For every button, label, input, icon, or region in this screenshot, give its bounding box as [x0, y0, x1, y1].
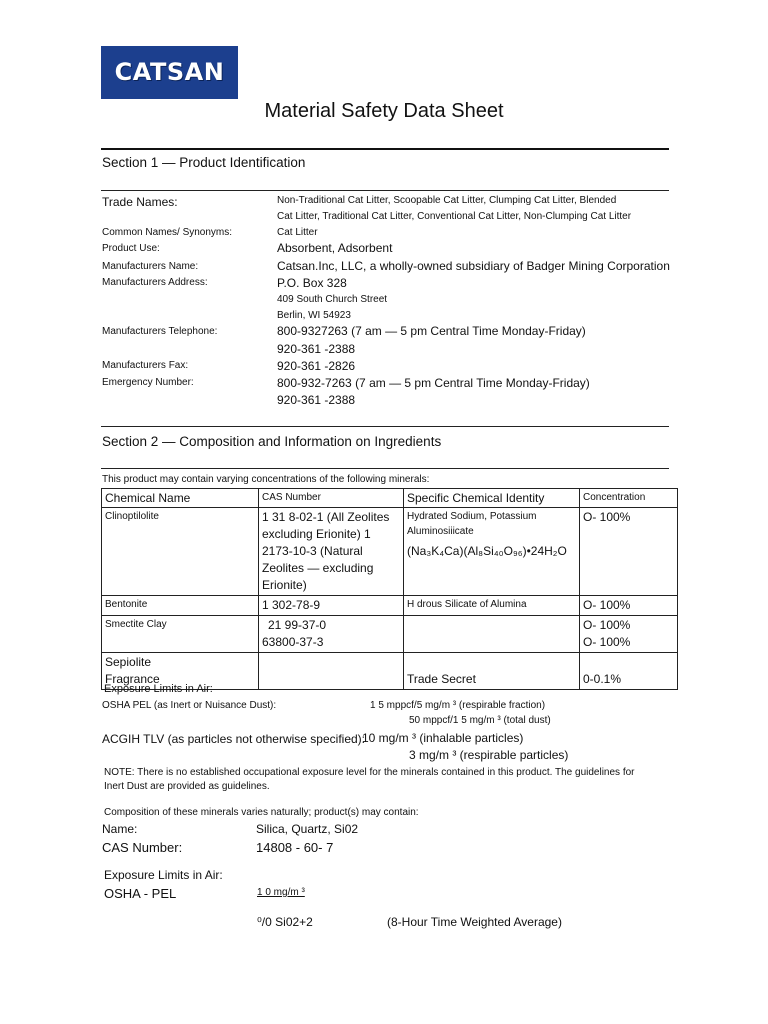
catsan-logo — [101, 46, 238, 99]
silica-formula: ⁰/0 Si02+2 — [257, 915, 313, 929]
emergency-line-2: 920-361 -2388 — [277, 393, 356, 407]
trade-names-label: Trade Names: — [102, 195, 178, 209]
fragrance-concentration: 0-0.1% — [583, 672, 622, 686]
twa-note: (8-Hour Time Weighted Average) — [387, 915, 562, 929]
acgih-value-line1: 10 mg/m ³ (inhalable particles) — [362, 731, 524, 745]
emergency-label: Emergency Number: — [102, 377, 194, 388]
composition-note: Composition of these minerals varies naturally; product(s) may contain: — [104, 807, 419, 818]
address-line-1: P.O. Box 328 — [277, 276, 347, 290]
section-1-top-rule — [101, 148, 669, 150]
fragrance-name: Fragrance — [105, 672, 160, 686]
address-line-3: Berlin, WI 54923 — [277, 310, 351, 321]
table-row — [102, 596, 678, 616]
silica-cas-label: CAS Number: — [102, 840, 183, 855]
common-names-value: Cat Litter — [277, 227, 318, 238]
product-use-label: Product Use: — [102, 243, 160, 254]
note-line-1: NOTE: There is no established occupational exposure level for the minerals contained in this product. The guidelines for — [104, 767, 635, 778]
exposure-limits-heading: Exposure Limits in Air: — [104, 683, 213, 695]
address-line-2: 409 South Church Street — [277, 294, 388, 305]
silica-cas-value: 14808 - 60- 7 — [256, 840, 334, 855]
smectite-cas-line1: 21 99-37-0 — [268, 618, 327, 632]
header-concentration: Concentration — [580, 489, 678, 508]
clinoptilolite-concentration: O- 100% — [583, 510, 631, 524]
page-title: Material Safety Data Sheet — [264, 100, 504, 122]
bentonite-name: Bentonite — [105, 599, 148, 610]
fax-label: Manufacturers Fax: — [102, 360, 189, 371]
section-1-bottom-rule — [101, 190, 669, 191]
composition-table — [101, 488, 678, 690]
fragrance-identity: Trade Secret — [407, 672, 476, 686]
clinoptilolite-cas-line3: 2173-10-3 (Natural — [262, 544, 363, 558]
osha-pel-2-label: OSHA - PEL — [104, 886, 177, 901]
osha-pel-2-value: 1 0 mg/m ³ — [257, 887, 305, 898]
header-specific-identity: Specific Chemical Identity — [404, 489, 580, 508]
smectite-name: Smectite Clay — [105, 619, 167, 630]
section-2-heading: Section 2 — Composition and Information on Ingredients — [102, 434, 442, 449]
bentonite-cas: 1 302-78-9 — [262, 598, 321, 612]
section-2-bottom-rule — [101, 468, 669, 469]
clinoptilolite-cas-line1: 1 31 8-02-1 (All Zeolites — [262, 510, 390, 524]
clinoptilolite-cas-line4: Zeolites — excluding — [262, 561, 374, 575]
osha-pel-value-line1: 1 5 mppcf/5 mg/m ³ (respirable fraction) — [370, 700, 546, 711]
telephone-line-2: 920-361 -2388 — [277, 342, 356, 356]
telephone-label: Manufacturers Telephone: — [102, 326, 218, 337]
section-1-heading: Section 1 — Product Identification — [102, 155, 306, 170]
section-2-top-rule — [101, 426, 669, 427]
bentonite-concentration: O- 100% — [583, 598, 631, 612]
logo-text: CATSAN — [114, 58, 225, 86]
manufacturer-name-label: Manufacturers Name: — [102, 261, 199, 272]
clinoptilolite-identity-line1: Hydrated Sodium, Potassium — [407, 511, 537, 522]
acgih-label: ACGIH TLV (as particles not otherwise specified): — [102, 732, 365, 746]
smectite-concentration-line1: O- 100% — [583, 618, 631, 632]
silica-name-value: Silica, Quartz, Si02 — [256, 822, 359, 836]
common-names-label: Common Names/ Synonyms: — [102, 227, 233, 238]
silica-name-label: Name: — [102, 822, 138, 836]
manufacturer-name-value: Catsan.Inc, LLC, a wholly-owned subsidiary of Badger Mining Corporation — [277, 259, 670, 273]
clinoptilolite-cas-line5: Erionite) — [262, 578, 307, 592]
header-cas-number: CAS Number — [259, 489, 404, 508]
fax-value: 920-361 -2826 — [277, 359, 356, 373]
clinoptilolite-name: Clinoptilolite — [105, 511, 159, 522]
header-chemical-name: Chemical Name — [102, 489, 259, 508]
osha-pel-value-line2: 50 mppcf/1 5 mg/m ³ (total dust) — [409, 715, 551, 726]
clinoptilolite-identity-line2: Aluminosiiicate — [407, 526, 474, 537]
note-line-2: Inert Dust are provided as guidelines. — [104, 781, 270, 792]
osha-pel-label: OSHA PEL (as Inert or Nuisance Dust): — [102, 700, 277, 711]
clinoptilolite-cas-line2: excluding Erionite) 1 — [262, 527, 371, 541]
product-use-value: Absorbent, Adsorbent — [277, 241, 393, 255]
table-row — [102, 508, 678, 596]
table-row — [102, 616, 678, 653]
clinoptilolite-formula: (Na₃K₄Ca)(Al₈Si₄₀O₉₆)•24H₂O — [407, 544, 567, 558]
emergency-line-1: 800-932-7263 (7 am — 5 pm Central Time Monday-Friday) — [277, 376, 590, 390]
trade-names-value-line1: Non-Traditional Cat Litter, Scoopable Cat Litter, Clumping Cat Litter, Blended — [277, 195, 617, 206]
smectite-concentration-line2: O- 100% — [583, 635, 631, 649]
sepiolite-name: Sepiolite — [105, 655, 152, 669]
exposure-limits-heading-2: Exposure Limits in Air: — [104, 868, 223, 882]
bentonite-identity: H drous Silicate of Alumina — [407, 599, 527, 610]
telephone-line-1: 800-9327263 (7 am — 5 pm Central Time Monday-Friday) — [277, 324, 586, 338]
manufacturer-address-label: Manufacturers Address: — [102, 277, 208, 288]
acgih-value-line2: 3 mg/m ³ (respirable particles) — [409, 748, 569, 762]
section-2-intro: This product may contain varying concentrations of the following minerals: — [102, 474, 430, 485]
trade-names-value-line2: Cat Litter, Traditional Cat Litter, Conventional Cat Litter, Non-Clumping Cat Litter — [277, 211, 632, 222]
smectite-cas-line2: 63800-37-3 — [262, 635, 324, 649]
table-header-row — [102, 489, 678, 508]
